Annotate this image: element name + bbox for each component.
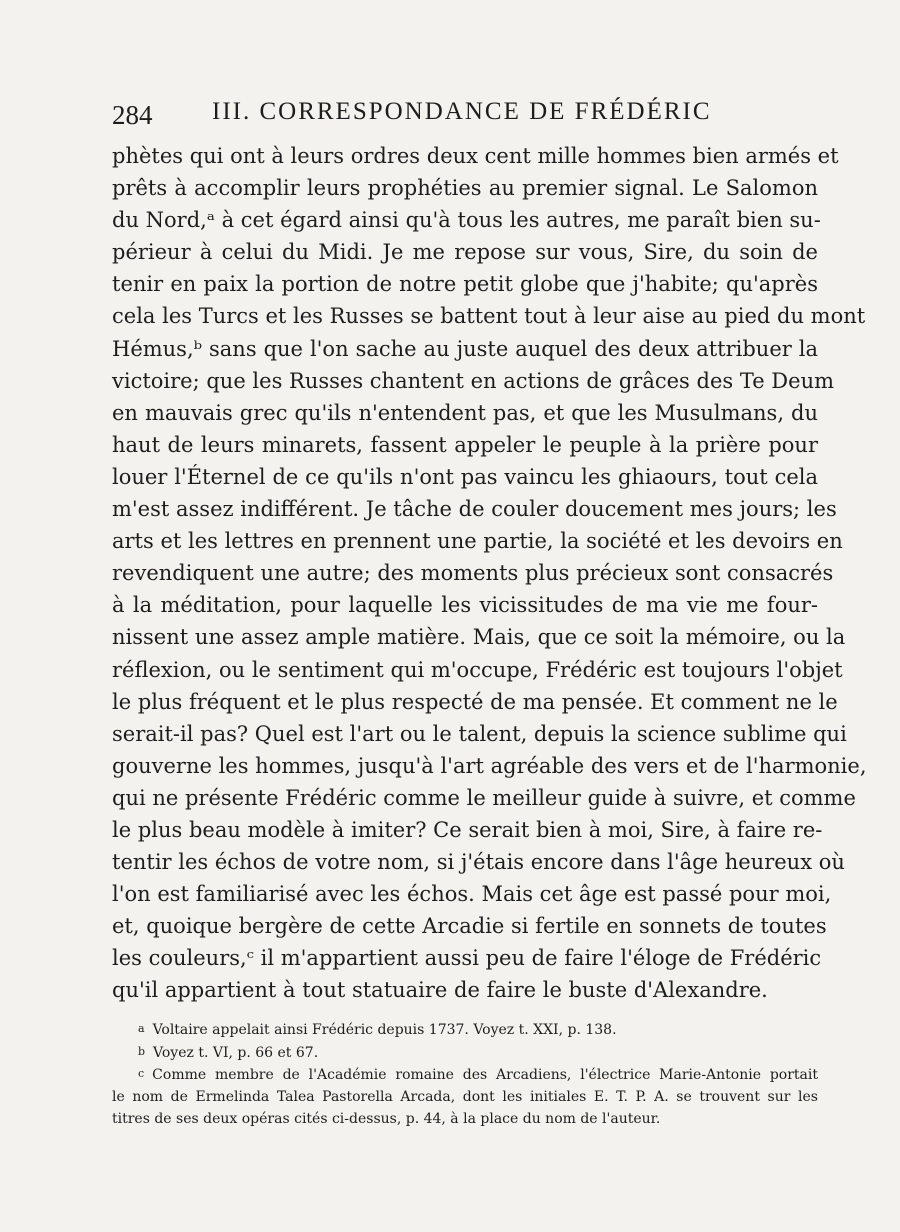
page-header <box>112 96 832 136</box>
footnote-marker: b <box>138 1044 146 1058</box>
footnotes <box>112 1018 818 1131</box>
footnote-c-line: titres de ses deux opéras cités ci-dessus, p. 44, à la place du nom de l'auteur. <box>112 1111 661 1128</box>
text-line: tenir en paix la portion de notre petit globe que j'habite; qu'après <box>112 272 818 297</box>
footnote-b <box>112 1041 818 1064</box>
text-line: victoire; que les Russes chantent en actions de grâces des Te Deum <box>112 368 835 393</box>
text-line: le plus fréquent et le plus respecté de ma pensée. Et comment ne le <box>112 689 838 714</box>
text-line: en mauvais grec qu'ils n'entendent pas, et que les Musulmans, du <box>112 400 818 425</box>
text-line: les couleurs,ᶜ il m'appartient aussi peu de faire l'éloge de Frédéric <box>112 946 822 971</box>
text-line: louer l'Éternel de ce qu'ils n'ont pas vaincu les ghiaours, tout cela <box>112 464 818 489</box>
text-line: arts et les lettres en prennent une partie, la société et les devoirs en <box>112 529 843 554</box>
page-number: 284 <box>112 100 153 130</box>
text-line: cela les Turcs et les Russes se battent tout à leur aise au pied du mont <box>112 304 866 329</box>
footnote-marker: c <box>138 1067 145 1081</box>
text-line: nissent une assez ample matière. Mais, que ce soit la mémoire, ou la <box>112 625 846 650</box>
running-head: III. CORRESPONDANCE DE FRÉDÉRIC <box>212 98 712 125</box>
text-line: qu'il appartient à tout statuaire de faire le buste d'Alexandre. <box>112 978 768 1003</box>
body-text <box>112 140 867 1007</box>
text-line: tentir les échos de votre nom, si j'étais encore dans l'âge heureux où <box>112 850 845 875</box>
text-line: phètes qui ont à leurs ordres deux cent mille hommes bien armés et <box>112 144 839 168</box>
text-line: l'on est familiarisé avec les échos. Mais cet âge est passé pour moi, <box>112 882 832 907</box>
text-line: Hémus,ᵇ sans que l'on sache au juste auquel des deux attribuer la <box>112 336 818 361</box>
footnote-c-line: le nom de Ermelinda Talea Pastorella Arcada, dont les initiales E. T. P. A. se trouvent sur les <box>112 1088 818 1105</box>
text-line: haut de leurs minarets, fassent appeler le peuple à la prière pour <box>112 432 818 457</box>
text-line: revendiquent une autre; des moments plus précieux sont consacrés <box>112 561 834 586</box>
text-line: serait-il pas? Quel est l'art ou le talent, depuis la science sublime qui <box>112 721 847 746</box>
text-line: gouverne les hommes, jusqu'à l'art agréable des vers et de l'harmonie, <box>112 753 867 778</box>
footnote-text: Voltaire appelait ainsi Frédéric depuis 1737. Voyez t. XXI, p. 138. <box>152 1022 617 1038</box>
text-line: périeur à celui du Midi. Je me repose sur vous, Sire, du soin de <box>112 240 818 265</box>
footnote-c <box>112 1063 818 1086</box>
text-line: qui ne présente Frédéric comme le meilleur guide à suivre, et comme <box>112 785 856 810</box>
footnote-text: Voyez t. VI, p. 66 et 67. <box>153 1044 319 1061</box>
text-line: du Nord,ᵃ à cet égard ainsi qu'à tous les autres, me paraît bien su- <box>112 208 821 233</box>
text-line: m'est assez indifférent. Je tâche de couler doucement mes jours; les <box>112 497 837 522</box>
text-line: à la méditation, pour laquelle les vicissitudes de ma vie me four- <box>112 593 818 618</box>
text-line: prêts à accomplir leurs prophéties au premier signal. Le Salomon <box>112 176 818 201</box>
footnote-text: Comme membre de l'Académie romaine des Arcadiens, l'électrice Marie-Antonie portait <box>152 1067 818 1084</box>
text-line: le plus beau modèle à imiter? Ce serait bien à moi, Sire, à faire re- <box>112 817 823 842</box>
text-line: réflexion, ou le sentiment qui m'occupe, Frédéric est toujours l'objet <box>112 657 843 682</box>
footnote-a <box>112 1018 818 1041</box>
footnote-marker: a <box>138 1022 145 1035</box>
text-line: et, quoique bergère de cette Arcadie si fertile en sonnets de toutes <box>112 914 827 939</box>
